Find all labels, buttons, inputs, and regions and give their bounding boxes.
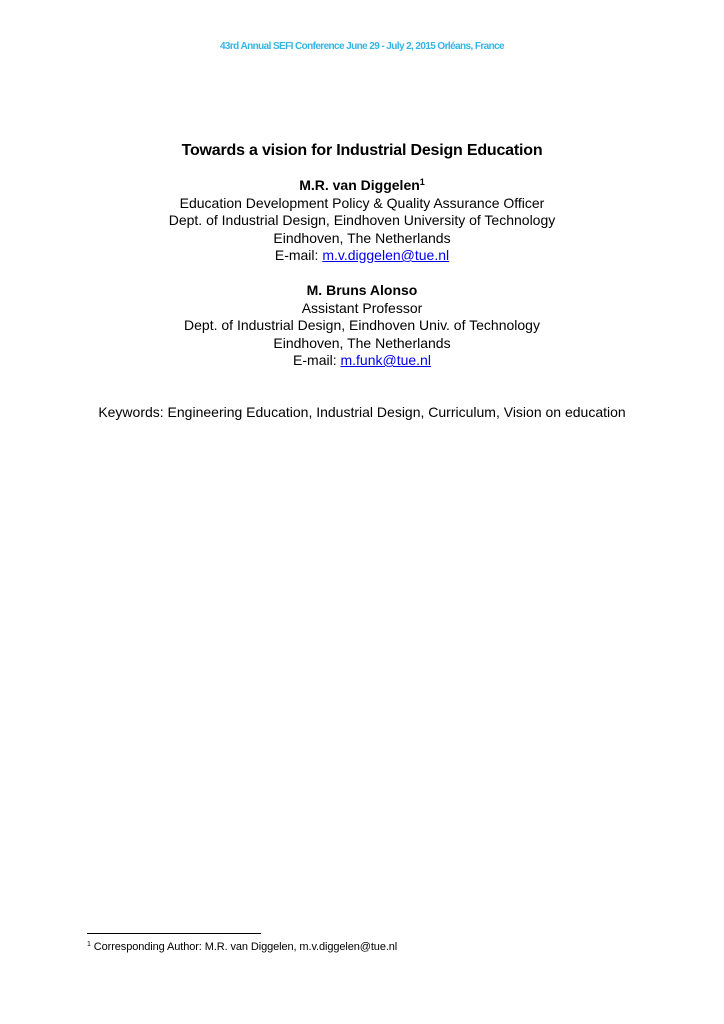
author-name <box>0 177 724 195</box>
author-location: Eindhoven, The Netherlands <box>273 229 451 246</box>
footnote-divider <box>87 933 261 934</box>
running-header: 43rd Annual SEFI Conference June 29 - July 2, 2015 Orléans, France <box>219 41 505 52</box>
author-affiliation: Dept. of Industrial Design, Eindhoven Univ. of Technology <box>184 317 540 333</box>
footnote-mark: 1 <box>87 941 91 948</box>
keywords: Keywords: Engineering Education, Industrial Design, Curriculum, Vision on education <box>98 404 626 420</box>
paper-title: Towards a vision for Industrial Design Education <box>181 142 543 159</box>
author-email-link[interactable]: m.funk@tue.nl <box>340 352 431 368</box>
email-label: E-mail: <box>293 352 341 368</box>
author-block-1 <box>0 177 724 265</box>
author-name-text: M. Bruns Alonso <box>306 282 418 298</box>
author-position: Assistant Professor <box>301 299 423 316</box>
email-label: E-mail: <box>274 247 323 263</box>
author-location: Eindhoven, The Netherlands <box>273 334 451 351</box>
author-email-line <box>0 352 724 370</box>
footnote-marker[interactable]: 1 <box>419 177 425 187</box>
author-position: Education Development Policy & Quality Assurance Officer <box>179 194 545 211</box>
author-name <box>0 282 724 300</box>
author-email-link[interactable]: m.v.diggelen@tue.nl <box>322 247 450 263</box>
footnote-text: Corresponding Author: M.R. van Diggelen, m.v.diggelen@tue.nl <box>93 941 398 953</box>
footnote <box>87 941 397 953</box>
author-name-text: M.R. van Diggelen <box>299 177 420 193</box>
author-affiliation: Dept. of Industrial Design, Eindhoven University of Technology <box>168 212 556 228</box>
author-block-2 <box>0 282 724 370</box>
author-email-line <box>0 247 724 265</box>
